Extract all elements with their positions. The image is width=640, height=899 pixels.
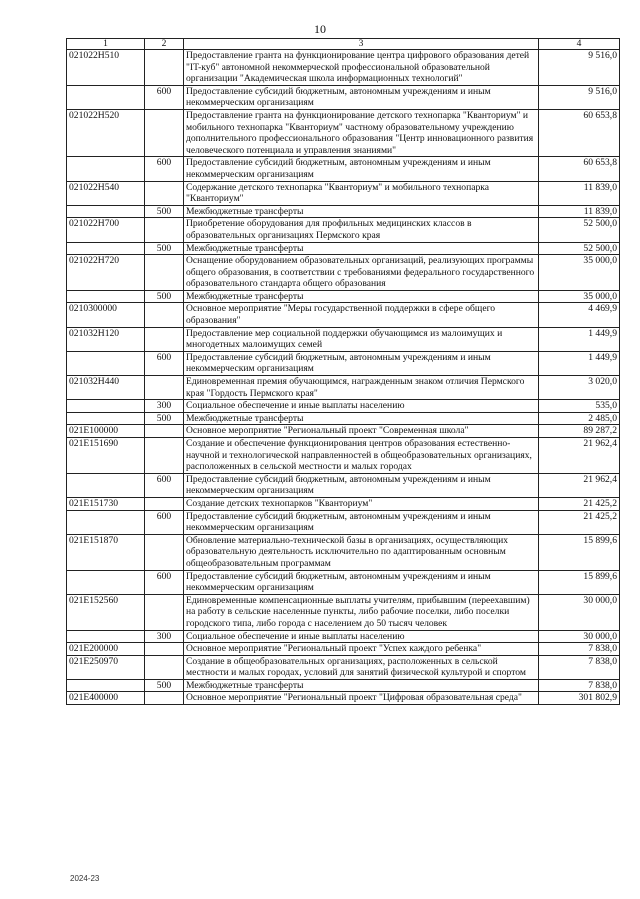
table-row	[67, 255, 620, 291]
row-expense-type: 500	[145, 679, 184, 692]
table-row	[67, 655, 620, 679]
table-row	[67, 510, 620, 534]
row-code	[67, 242, 145, 255]
row-code: 021Е151870	[67, 534, 145, 570]
row-amount: 21 425,2	[539, 510, 620, 534]
row-expense-type	[145, 303, 184, 327]
row-amount: 9 516,0	[539, 50, 620, 86]
row-name: Межбюджетные трансферты	[184, 679, 539, 692]
table-row	[67, 425, 620, 438]
row-expense-type	[145, 497, 184, 510]
row-name: Предоставление субсидий бюджетным, автономным учреждениям и иным некоммерческим организациям	[184, 473, 539, 497]
row-amount: 15 899,6	[539, 570, 620, 594]
row-expense-type: 600	[145, 157, 184, 181]
table-row	[67, 303, 620, 327]
row-expense-type: 500	[145, 205, 184, 218]
row-amount: 52 500,0	[539, 218, 620, 242]
header-col-2: 2	[145, 39, 184, 50]
row-code: 021022Н510	[67, 50, 145, 86]
table-row	[67, 376, 620, 400]
table-row	[67, 400, 620, 413]
row-amount: 35 000,0	[539, 290, 620, 303]
table-row	[67, 85, 620, 109]
row-name: Создание детских технопарков "Кванториум"	[184, 497, 539, 510]
table-row	[67, 438, 620, 474]
row-amount: 35 000,0	[539, 255, 620, 291]
row-expense-type	[145, 376, 184, 400]
table-row	[67, 50, 620, 86]
row-expense-type: 600	[145, 351, 184, 375]
row-amount: 3 020,0	[539, 376, 620, 400]
row-code	[67, 679, 145, 692]
row-code: 021022Н520	[67, 109, 145, 156]
row-expense-type	[145, 643, 184, 656]
table-row	[67, 157, 620, 181]
row-amount: 1 449,9	[539, 327, 620, 351]
footer-doc-code: 2024-23	[70, 874, 100, 883]
row-amount: 7 838,0	[539, 643, 620, 656]
row-expense-type: 300	[145, 400, 184, 413]
row-name: Основное мероприятие "Региональный проект "Цифровая образовательная среда"	[184, 692, 539, 705]
row-amount: 15 899,6	[539, 534, 620, 570]
row-name: Оснащение оборудованием образовательных организаций, реализующих программы общего образования, в соответствии с требованиями федерального государственного образовательного стандарта общего образования	[184, 255, 539, 291]
row-name: Предоставление гранта на функционирование детского технопарка "Кванториум" и мобильного технопарка "Кванториум" частному образовательному учреждению дополнительного профессионального образования "Центр инновационного развития человеческого потенциала и управления знаниями"	[184, 109, 539, 156]
row-amount: 60 653,8	[539, 157, 620, 181]
row-code: 021Е200000	[67, 643, 145, 656]
row-code: 021Е151730	[67, 497, 145, 510]
table-row	[67, 412, 620, 425]
row-code	[67, 473, 145, 497]
row-amount: 60 653,8	[539, 109, 620, 156]
row-amount: 30 000,0	[539, 594, 620, 630]
row-expense-type	[145, 655, 184, 679]
row-name: Социальное обеспечение и иные выплаты населению	[184, 630, 539, 643]
row-amount: 1 449,9	[539, 351, 620, 375]
row-code: 021022Н540	[67, 181, 145, 205]
table-row	[67, 679, 620, 692]
table-row	[67, 497, 620, 510]
row-code	[67, 412, 145, 425]
table-row	[67, 181, 620, 205]
row-amount: 30 000,0	[539, 630, 620, 643]
row-expense-type	[145, 50, 184, 86]
row-amount: 535,0	[539, 400, 620, 413]
table-row	[67, 594, 620, 630]
row-code	[67, 157, 145, 181]
row-code	[67, 205, 145, 218]
table-row	[67, 327, 620, 351]
row-code	[67, 290, 145, 303]
row-expense-type: 600	[145, 473, 184, 497]
row-amount: 9 516,0	[539, 85, 620, 109]
row-name: Предоставление субсидий бюджетным, автономным учреждениям и иным некоммерческим организациям	[184, 85, 539, 109]
row-amount: 21 962,4	[539, 438, 620, 474]
row-expense-type	[145, 534, 184, 570]
row-expense-type	[145, 425, 184, 438]
row-name: Межбюджетные трансферты	[184, 412, 539, 425]
row-code: 021022Н720	[67, 255, 145, 291]
table-row	[67, 643, 620, 656]
header-col-3: 3	[184, 39, 539, 50]
row-amount: 21 962,4	[539, 473, 620, 497]
row-code	[67, 351, 145, 375]
row-name: Единовременные компенсационные выплаты учителям, прибывшим (переехавшим) на работу в сельские населенные пункты, либо рабочие поселки, либо поселки городского типа, либо города с населением до 50 тысяч человек	[184, 594, 539, 630]
row-amount: 89 287,2	[539, 425, 620, 438]
table-row	[67, 534, 620, 570]
row-expense-type	[145, 218, 184, 242]
row-expense-type: 600	[145, 510, 184, 534]
table-row	[67, 630, 620, 643]
row-name: Основное мероприятие "Меры государственной поддержки в сфере общего образования"	[184, 303, 539, 327]
row-code	[67, 570, 145, 594]
row-amount: 11 839,0	[539, 205, 620, 218]
table-row	[67, 692, 620, 705]
row-name: Предоставление мер социальной поддержки обучающимся из малоимущих и многодетных малоимущих семей	[184, 327, 539, 351]
table-row	[67, 473, 620, 497]
row-code: 021Е400000	[67, 692, 145, 705]
row-amount: 4 469,9	[539, 303, 620, 327]
budget-table	[66, 38, 620, 705]
row-expense-type: 500	[145, 412, 184, 425]
row-code	[67, 85, 145, 109]
row-name: Содержание детского технопарка "Кванториум" и мобильного технопарка "Кванториум"	[184, 181, 539, 205]
row-amount: 7 838,0	[539, 655, 620, 679]
page-number: 10	[314, 22, 326, 36]
row-name: Основное мероприятие "Региональный проект "Успех каждого ребенка"	[184, 643, 539, 656]
row-expense-type: 600	[145, 85, 184, 109]
row-code: 021Е100000	[67, 425, 145, 438]
row-amount: 301 802,9	[539, 692, 620, 705]
row-expense-type: 300	[145, 630, 184, 643]
row-expense-type: 500	[145, 242, 184, 255]
row-code: 021Е151690	[67, 438, 145, 474]
table-row	[67, 290, 620, 303]
row-name: Создание и обеспечение функционирования центров образования естественно-научной и технологической направленностей в общеобразовательных организациях, расположенных в сельской местности и малых городах	[184, 438, 539, 474]
row-name: Предоставление субсидий бюджетным, автономным учреждениям и иным некоммерческим организациям	[184, 157, 539, 181]
row-code	[67, 510, 145, 534]
row-name: Предоставление субсидий бюджетным, автономным учреждениям и иным некоммерческим организациям	[184, 570, 539, 594]
row-code: 021Е250970	[67, 655, 145, 679]
table-row	[67, 109, 620, 156]
row-amount: 7 838,0	[539, 679, 620, 692]
row-amount: 2 485,0	[539, 412, 620, 425]
row-name: Создание в общеобразовательных организациях, расположенных в сельской местности и малых городах, условий для занятий физической культурой и спортом	[184, 655, 539, 679]
header-col-1: 1	[67, 39, 145, 50]
row-name: Приобретение оборудования для профильных медицинских классов в образовательных организациях Пермского края	[184, 218, 539, 242]
row-code: 021Е152560	[67, 594, 145, 630]
row-amount: 52 500,0	[539, 242, 620, 255]
row-code: 021032Н440	[67, 376, 145, 400]
row-name: Предоставление субсидий бюджетным, автономным учреждениям и иным некоммерческим организациям	[184, 510, 539, 534]
row-expense-type	[145, 594, 184, 630]
row-code	[67, 400, 145, 413]
row-code: 021022Н700	[67, 218, 145, 242]
row-expense-type	[145, 438, 184, 474]
row-expense-type	[145, 327, 184, 351]
row-name: Социальное обеспечение и иные выплаты населению	[184, 400, 539, 413]
row-expense-type	[145, 109, 184, 156]
row-expense-type: 500	[145, 290, 184, 303]
table-row	[67, 205, 620, 218]
row-code	[67, 630, 145, 643]
row-expense-type	[145, 692, 184, 705]
table-row	[67, 351, 620, 375]
row-expense-type	[145, 255, 184, 291]
row-name: Межбюджетные трансферты	[184, 290, 539, 303]
row-name: Предоставление субсидий бюджетным, автономным учреждениям и иным некоммерческим организациям	[184, 351, 539, 375]
row-name: Предоставление гранта на функционирование центра цифрового образования детей "IT-куб" автономной некоммерческой профессиональной образовательной организации "Академическая школа информационных технологий"	[184, 50, 539, 86]
table-row	[67, 570, 620, 594]
row-name: Основное мероприятие "Региональный проект "Современная школа"	[184, 425, 539, 438]
table-header-row	[67, 39, 620, 50]
row-amount: 21 425,2	[539, 497, 620, 510]
row-name: Единовременная премия обучающимся, награжденным знаком отличия Пермского края "Гордость Пермского края"	[184, 376, 539, 400]
row-amount: 11 839,0	[539, 181, 620, 205]
row-expense-type	[145, 181, 184, 205]
table-row	[67, 242, 620, 255]
row-code: 0210300000	[67, 303, 145, 327]
row-code: 021032Н120	[67, 327, 145, 351]
table-row	[67, 218, 620, 242]
header-col-4: 4	[539, 39, 620, 50]
row-name: Межбюджетные трансферты	[184, 205, 539, 218]
row-name: Обновление материально-технической базы в организациях, осуществляющих образовательную деятельность исключительно по адаптированным основным общеобразовательным программам	[184, 534, 539, 570]
row-name: Межбюджетные трансферты	[184, 242, 539, 255]
row-expense-type: 600	[145, 570, 184, 594]
